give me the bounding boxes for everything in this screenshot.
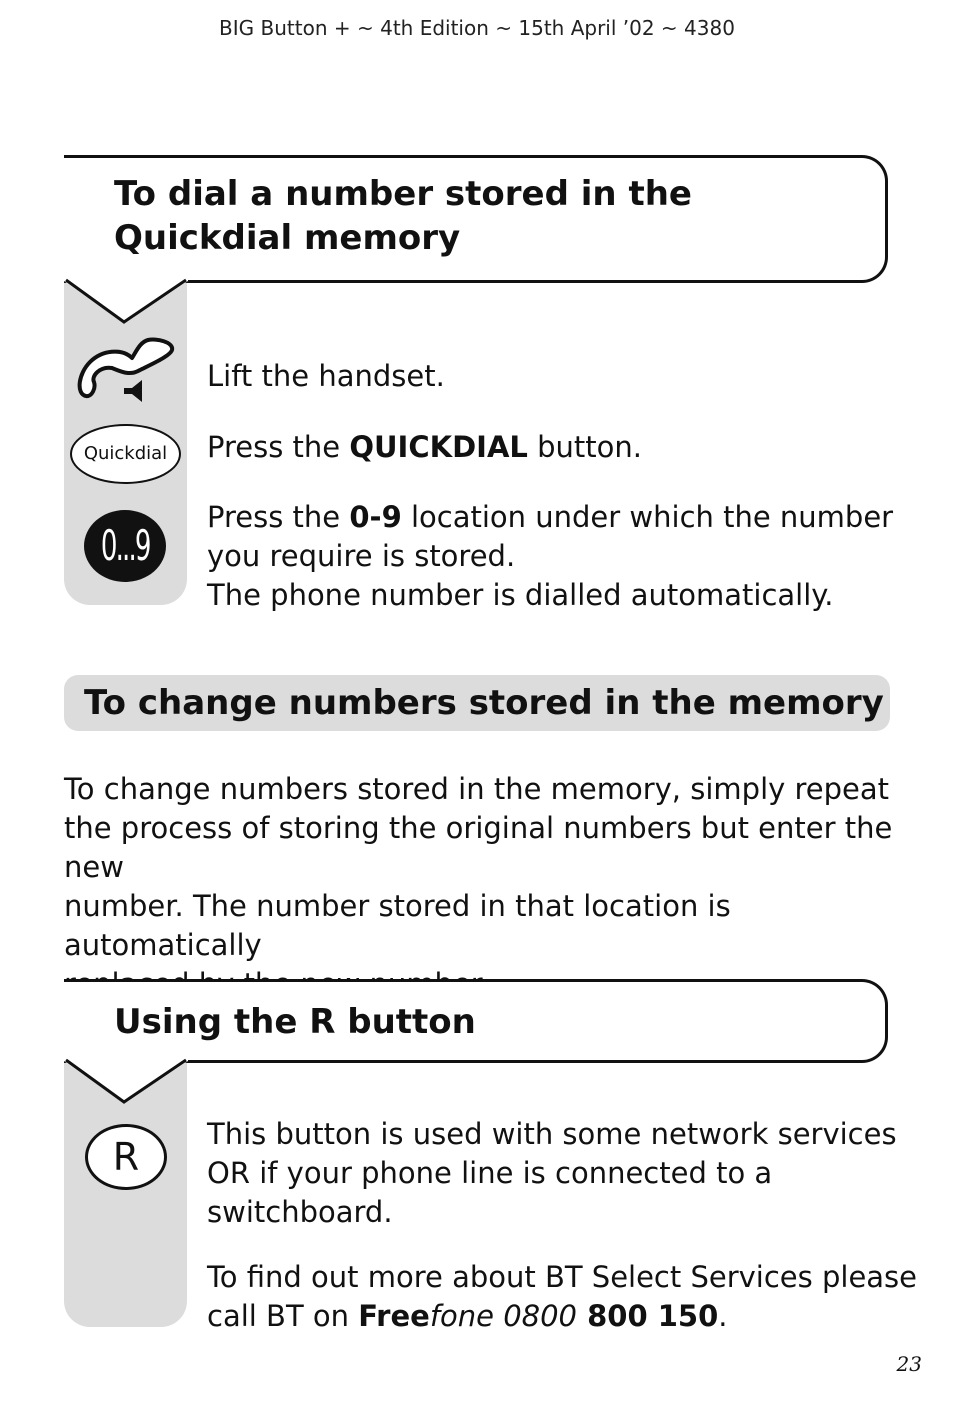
step2-pre: Press the — [207, 430, 350, 464]
section3-p2-pre: call BT on — [207, 1299, 359, 1333]
step-press-location — [207, 498, 893, 615]
page-header: BIG Button + ~ 4th Edition ~ 15th April ’02 ~ 4380 — [219, 16, 735, 40]
step-press-quickdial — [207, 428, 642, 467]
section2-line3: number. The number stored in that location is automatically — [64, 889, 731, 962]
handset-icon — [74, 336, 178, 406]
freefone-fone: fone 0800 — [429, 1299, 578, 1333]
section3-paragraph2 — [207, 1258, 917, 1336]
section3-paragraph1 — [207, 1115, 897, 1232]
step3-bold: 0-9 — [349, 500, 402, 534]
section2-paragraph — [64, 770, 904, 1004]
section2-title: To change numbers stored in the memory — [84, 683, 884, 723]
page-number: 23 — [896, 1352, 922, 1376]
section1-title-line1: To dial a number stored in the — [114, 174, 692, 214]
section1-pointer — [62, 278, 192, 328]
freefone-number: 800 150 — [577, 1299, 719, 1333]
section3-p1-line3: switchboard. — [207, 1195, 393, 1229]
digits-button-icon — [84, 510, 166, 582]
section3-title: Using the R button — [114, 1002, 476, 1042]
r-button-label: R — [112, 1135, 140, 1179]
section3-p1-line2: OR if your phone line is connected to a — [207, 1156, 773, 1190]
step-lift-handset: Lift the handset. — [207, 359, 445, 393]
step2-bold: QUICKDIAL — [349, 430, 528, 464]
step2-post: button. — [527, 430, 642, 464]
step3-line3: The phone number is dialled automatically. — [207, 578, 834, 612]
section3-p2-end: . — [718, 1299, 728, 1333]
section2-line1: To change numbers stored in the memory, simply repeat — [64, 772, 890, 806]
quickdial-button-icon — [70, 424, 181, 484]
section3-p2-line1: To find out more about BT Select Services please — [207, 1260, 918, 1294]
step3-line2: you require is stored. — [207, 539, 516, 573]
digits-button-label: 0...9 — [100, 521, 150, 570]
section2-line2: the process of storing the original numbers but enter the new — [64, 811, 893, 884]
section3-p1-line1: This button is used with some network services — [207, 1117, 897, 1151]
freefone-free: Free — [358, 1299, 430, 1333]
step3-post: location under which the number — [401, 500, 894, 534]
step3-pre: Press the — [207, 500, 350, 534]
section3-pointer — [62, 1058, 192, 1108]
quickdial-button-label: Quickdial — [83, 443, 168, 464]
r-button-icon — [85, 1124, 167, 1190]
section1-title-box — [64, 155, 888, 283]
section1-title-line2: Quickdial memory — [114, 218, 461, 258]
section2-band — [64, 675, 890, 731]
section3-title-box — [64, 979, 888, 1063]
